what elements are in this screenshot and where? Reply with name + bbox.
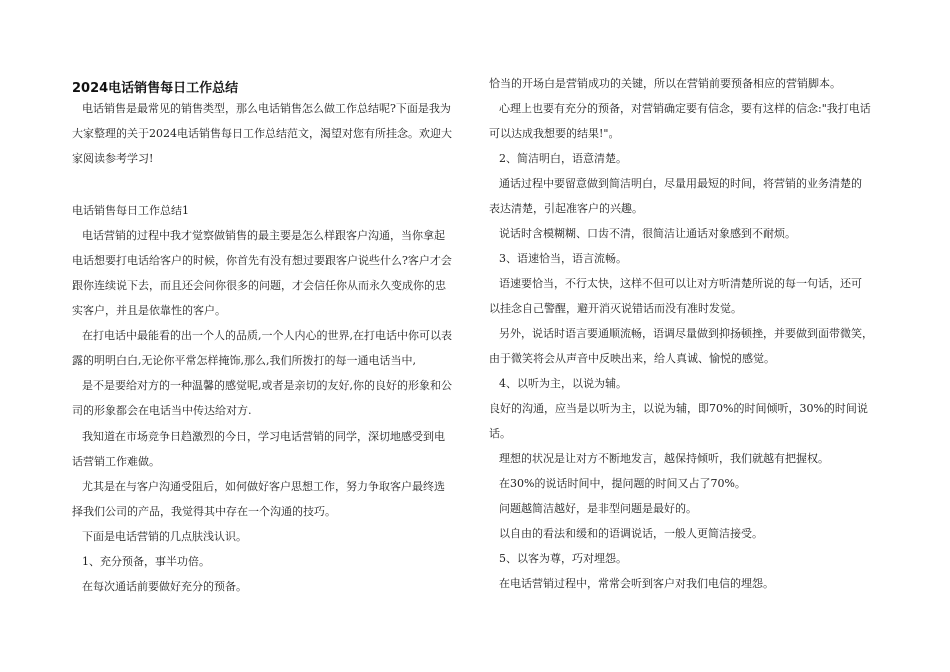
- text-line: 家阅读参考学习!: [72, 152, 154, 165]
- text-line: 电话想要打电话给客户的时候，你首先有没有想过要跟客户说些什么?客户才会: [72, 254, 452, 267]
- list-item-heading: 1、充分预备，事半功倍。: [82, 555, 210, 568]
- text-line: 另外，说话时语言要通顺流畅，语调尽量做到抑扬顿挫，并要做到面带微笑，: [499, 327, 873, 340]
- text-line: 电话营销的过程中我才觉察做销售的最主要是怎么样跟客户沟通，当你拿起: [82, 229, 445, 242]
- list-item-heading: 3、语速恰当，语言流畅。: [499, 252, 627, 265]
- text-line: 择我们公司的产品，我觉得其中存在一个沟通的技巧。: [72, 505, 336, 518]
- text-line: 通话过程中要留意做到简洁明白，尽量用最短的时间，将营销的业务清楚的: [499, 177, 862, 190]
- text-line: 可以达成我想要的结果!"。: [489, 127, 620, 140]
- text-line: 语速要恰当，不行太快，这样不但可以让对方听清楚所说的每一句话，还可: [499, 277, 862, 290]
- list-item-heading: 4、以听为主，以说为辅。: [499, 377, 627, 390]
- text-line: 大家整理的关于2024电话销售每日工作总结范文，渴望对您有所挂念。欢迎大: [72, 127, 452, 140]
- text-line: 说话时含模糊糊、口齿不清，很简洁让通话对象感到不耐烦。: [499, 227, 796, 240]
- text-line: 以自由的看法和缓和的语调说话，一般人更简洁接受。: [499, 527, 763, 540]
- text-line: 尤其是在与客户沟通受阻后，如何做好客户思想工作，努力争取客户最终选: [82, 480, 445, 493]
- text-line: 下面是电话营销的几点肤浅认识。: [82, 530, 247, 543]
- text-line: 心理上也要有充分的预备，对营销确定要有信念，要有这样的信念:"我打电话: [499, 102, 871, 115]
- text-line: 实客户，并且是依靠性的客户。: [72, 304, 226, 317]
- text-line: 恰当的开场白是营销成功的关键，所以在营销前要预备相应的营销脚本。: [489, 77, 841, 90]
- list-item-heading: 2、简洁明白，语意清楚。: [499, 152, 627, 165]
- text-line: 以挂念自己警醒，避开消灭说错话而没有准时发觉。: [489, 302, 742, 315]
- list-item-heading: 5、以客为尊，巧对埋怨。: [499, 552, 627, 565]
- text-line: 话营销工作难做。: [72, 455, 160, 468]
- text-line: 在打电话中最能看的出一个人的品质,一个人内心的世界,在打电话中你可以表: [82, 329, 452, 342]
- text-line: 良好的沟通，应当是以听为主，以说为辅，即70%的时间倾听，30%的时间说: [489, 402, 868, 415]
- text-line: 由于微笑将会从声音中反映出来，给人真诚、愉悦的感觉。: [489, 352, 775, 365]
- text-line: 是不是要给对方的一种温馨的感觉呢,或者是亲切的友好,你的良好的形象和公: [82, 379, 452, 392]
- text-line: 在30%的说话时间中，提问题的时间又占了70%。: [499, 477, 746, 490]
- text-line: 话。: [489, 427, 511, 440]
- text-line: 电话销售是最常见的销售类型，那么电话销售怎么做工作总结呢?下面是我为: [82, 102, 451, 115]
- text-line: 司的形象都会在电话当中传达给对方.: [72, 404, 252, 417]
- text-line: 问题越简洁越好，是非型问题是最好的。: [499, 502, 697, 515]
- text-line: 我知道在市场竞争日趋激烈的今日，学习电话营销的同学，深切地感受到电: [82, 430, 445, 443]
- text-line: 在电话营销过程中，常常会听到客户对我们电信的埋怨。: [499, 577, 774, 590]
- section-heading: 电话销售每日工作总结1: [72, 204, 189, 217]
- text-line: 理想的状况是让对方不断地发言，越保持倾听，我们就越有把握权。: [499, 452, 829, 465]
- text-line: 跟你连续说下去，而且还会问你很多的问题，才会信任你从而永久变成你的忠: [72, 279, 446, 292]
- document-title: 2024电话销售每日工作总结: [72, 81, 239, 96]
- text-line: 表达清楚，引起准客户的兴趣。: [489, 202, 643, 215]
- text-line: 露的明明白白,无论你平常怎样掩饰,那么,我们所拨打的每一通电话当中,: [72, 354, 416, 367]
- text-line: 在每次通话前要做好充分的预备。: [82, 580, 247, 593]
